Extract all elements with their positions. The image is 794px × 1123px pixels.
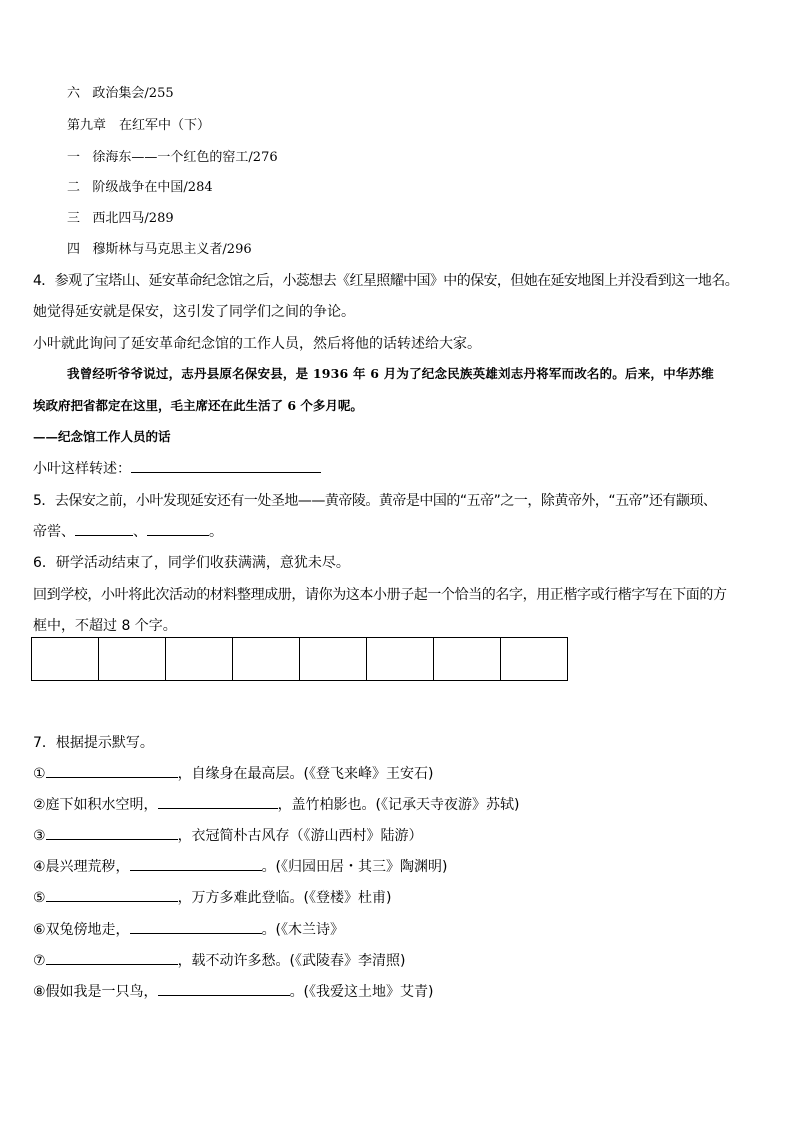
q7-item-post: ，万方多难此登临。(《登楼》杜甫) <box>177 890 392 906</box>
toc-num: 三 <box>67 211 81 226</box>
q4-line-1: 4．参观了宝塔山、延安革命纪念馆之后，小蕊想去《红星照耀中国》中的保安，但她在延安地图上并没看到这一地名。 <box>33 273 739 289</box>
toc-num: 六 <box>67 86 81 101</box>
toc-item-4 <box>67 238 252 257</box>
q7-item-post: 。(《我爱这土地》艾青) <box>289 984 434 1000</box>
q7-item-1 <box>33 763 434 783</box>
q7-item-post: 。(《归园田居・其三》陶渊明) <box>261 859 448 875</box>
q4-quote-line-2: 埃政府把省都定在这里，毛主席还在此生活了 6 个多月呢。 <box>33 398 363 413</box>
q7-item-pre: ① <box>33 766 46 782</box>
q4-line-2: 她觉得延安就是保安，这引发了同学们之间的争论。 <box>33 304 355 320</box>
toc-num: 四 <box>67 242 81 257</box>
grid-box[interactable] <box>32 638 99 681</box>
q7-item-pre: ④晨兴理荒秽， <box>33 859 130 875</box>
q7-blank[interactable] <box>46 763 178 778</box>
grid-box[interactable] <box>501 638 568 681</box>
q7-blank[interactable] <box>130 856 262 871</box>
q7-blank[interactable] <box>158 794 278 809</box>
grid-box[interactable] <box>300 638 367 681</box>
grid-box[interactable] <box>233 638 300 681</box>
q6-line-3: 框中，不超过 8 个字。 <box>33 618 177 634</box>
q7-blank[interactable] <box>46 825 178 840</box>
q5-line-2 <box>33 521 223 541</box>
q4-line-3: 小叶就此询问了延安革命纪念馆的工作人员，然后将他的话转述给大家。 <box>33 336 481 352</box>
q4-answer <box>33 458 321 478</box>
q7-item-4 <box>33 856 448 876</box>
q4-quote-line-1: 我曾经听爷爷说过，志丹县原名保安县，是 1936 年 6 月为了纪念民族英雄刘志丹将军而改名的。后来，中华苏维 <box>67 366 714 381</box>
toc-text: 西北四马/289 <box>92 211 174 226</box>
q5-text-c: 。 <box>209 524 223 540</box>
q7-item-2 <box>33 794 520 814</box>
q7-item-pre: ③ <box>33 828 46 844</box>
q7-item-post: ，衣冠简朴古风存（《游山西村》陆游） <box>177 828 423 844</box>
toc-text: 第九章 在红军中（下） <box>67 118 211 133</box>
q7-item-pre: ②庭下如积水空明， <box>33 797 158 813</box>
q4-answer-blank[interactable] <box>131 458 321 473</box>
q7-blank[interactable] <box>46 887 178 902</box>
q7-item-pre: ⑤ <box>33 890 46 906</box>
q5-line-1: 5．去保安之前，小叶发现延安还有一处圣地——黄帝陵。黄帝是中国的“五帝”之一，除黄帝外，“五帝”还有颛顼、 <box>33 493 717 509</box>
toc-text: 政治集会/255 <box>92 86 174 101</box>
toc-num: 二 <box>67 180 81 195</box>
q4-quote-source: ——纪念馆工作人员的话 <box>33 429 171 444</box>
q5-blank-1[interactable] <box>75 521 133 536</box>
q7-item-7 <box>33 950 406 970</box>
grid-box[interactable] <box>99 638 166 681</box>
q4-answer-label: 小叶这样转述： <box>33 461 131 477</box>
grid-box[interactable] <box>166 638 233 681</box>
q7-item-8 <box>33 981 434 1001</box>
q5-text-b: 、 <box>133 524 147 540</box>
q7-blank[interactable] <box>46 950 178 965</box>
toc-item-1 <box>67 146 278 165</box>
title-writing-grid <box>31 637 568 681</box>
toc-item-3 <box>67 207 174 226</box>
q5-blank-2[interactable] <box>147 521 209 536</box>
toc-text: 徐海东——一个红色的窑工/276 <box>92 150 278 165</box>
q7-blank[interactable] <box>158 981 290 996</box>
q7-item-post: 。(《木兰诗》 <box>261 922 345 938</box>
toc-chapter-9 <box>67 114 210 133</box>
q7-item-pre: ⑧假如我是一只鸟， <box>33 984 158 1000</box>
q7-item-5 <box>33 887 392 907</box>
toc-text: 阶级战争在中国/284 <box>92 180 213 195</box>
q7-item-pre: ⑦ <box>33 953 46 969</box>
toc-text: 穆斯林与马克思主义者/296 <box>92 242 252 257</box>
q7-item-pre: ⑥双兔傍地走， <box>33 922 130 938</box>
q7-item-post: ，载不动许多愁。(《武陵春》李清照) <box>177 953 406 969</box>
q7-title: 7．根据提示默写。 <box>33 735 154 751</box>
q7-item-post: ，盖竹柏影也。(《记承天寺夜游》苏轼) <box>277 797 520 813</box>
q6-line-2: 回到学校，小叶将此次活动的材料整理成册，请你为这本小册子起一个恰当的名字，用正楷字或行楷字写在下面的方 <box>33 587 727 603</box>
q7-item-6 <box>33 919 344 939</box>
q6-line-1: 6．研学活动结束了，同学们收获满满，意犹未尽。 <box>33 555 350 571</box>
q5-text-a: 帝喾、 <box>33 524 75 540</box>
q7-item-3 <box>33 825 423 845</box>
toc-item-6 <box>67 82 174 101</box>
toc-num: 一 <box>67 150 81 165</box>
grid-box[interactable] <box>434 638 501 681</box>
q7-blank[interactable] <box>130 919 262 934</box>
grid-box[interactable] <box>367 638 434 681</box>
toc-item-2 <box>67 176 213 195</box>
q7-item-post: ，自缘身在最高层。(《登飞来峰》王安石) <box>177 766 434 782</box>
